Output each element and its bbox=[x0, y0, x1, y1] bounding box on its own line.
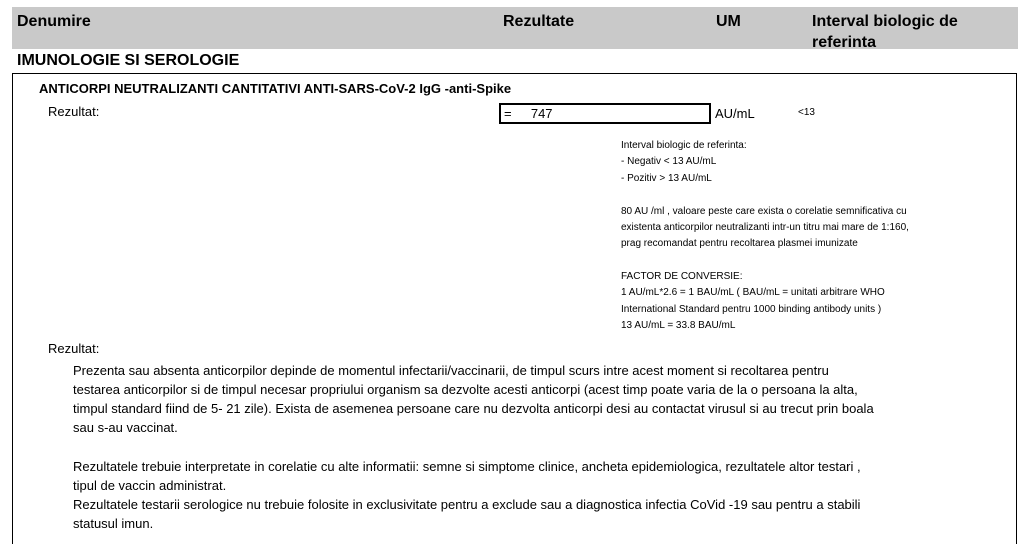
test-name: ANTICORPI NEUTRALIZANTI CANTITATIVI ANTI-SARS-CoV-2 IgG -anti-Spike bbox=[39, 81, 512, 96]
result-value-box bbox=[499, 103, 711, 124]
comment-p1-line3: timpul standard fiind de 5- 21 zile). Exista de asemenea persoane care nu dezvolta anticorpi desi au contactat virusul si au trecut prin boala bbox=[73, 401, 874, 416]
comment-p1-line1: Prezenta sau absenta anticorpilor depinde de momentul infectarii/vaccinarii, de timpul scurs intre acest moment si recoltarea pentru bbox=[73, 363, 829, 378]
ref-factor-line1: 1 AU/mL*2.6 = 1 BAU/mL ( BAU/mL = unitati arbitrare WHO bbox=[621, 287, 885, 298]
ref-threshold-line2: existenta anticorpilor neutralizanti intr-un titru mai mare de 1:160, bbox=[621, 222, 909, 233]
result-unit: AU/mL bbox=[715, 106, 755, 121]
ref-threshold-line3: prag recomandat pentru recoltarea plasmei imunizate bbox=[621, 238, 858, 249]
ref-factor-line3: 13 AU/mL = 33.8 BAU/mL bbox=[621, 320, 736, 331]
ref-threshold-line1: 80 AU /ml , valoare peste care exista o corelatie semnificativa cu bbox=[621, 206, 907, 217]
comment-p2-line2: tipul de vaccin administrat. bbox=[73, 478, 227, 493]
ref-pozitiv: - Pozitiv > 13 AU/mL bbox=[621, 173, 712, 184]
header-um: UM bbox=[716, 13, 741, 30]
comment-p3-line1: Rezultatele testarii serologice nu trebuie folosite in exclusivitate pentru a exclude sau a diagnostica infectia CoVid -19 sau pentru a stabili bbox=[73, 497, 861, 512]
comment-label: Rezultat: bbox=[48, 341, 100, 356]
header-rezultate: Rezultate bbox=[503, 13, 575, 30]
comment-p1-line2: testarea anticorpilor si de timpul necesar propriului organism sa dezvolte acesti anticorpi (acest timp poate varia de la o persoana la alta, bbox=[73, 382, 858, 397]
ref-interval-title: Interval biologic de referinta: bbox=[621, 140, 747, 151]
comment-p1-line4: sau s-au vaccinat. bbox=[73, 420, 178, 435]
ref-factor-title: FACTOR DE CONVERSIE: bbox=[621, 271, 743, 282]
result-value: 747 bbox=[530, 106, 553, 121]
comment-p3-line2: statusul imun. bbox=[73, 516, 154, 531]
header-interval-line1: Interval biologic de bbox=[812, 13, 958, 30]
ref-factor-line2: International Standard pentru 1000 binding antibody units ) bbox=[621, 304, 882, 315]
section-title: IMUNOLOGIE SI SEROLOGIE bbox=[17, 52, 240, 69]
reference-value: <13 bbox=[798, 107, 815, 118]
ref-negativ: - Negativ < 13 AU/mL bbox=[621, 156, 717, 167]
result-label: Rezultat: bbox=[48, 104, 100, 119]
header-interval-line2: referinta bbox=[812, 34, 877, 51]
result-sign: = bbox=[504, 106, 512, 121]
comment-p2-line1: Rezultatele trebuie interpretate in corelatie cu alte informatii: semne si simptome clinice, ancheta epidemiologica, rezultatele altor testari , bbox=[73, 459, 861, 474]
header-denumire: Denumire bbox=[17, 13, 91, 30]
